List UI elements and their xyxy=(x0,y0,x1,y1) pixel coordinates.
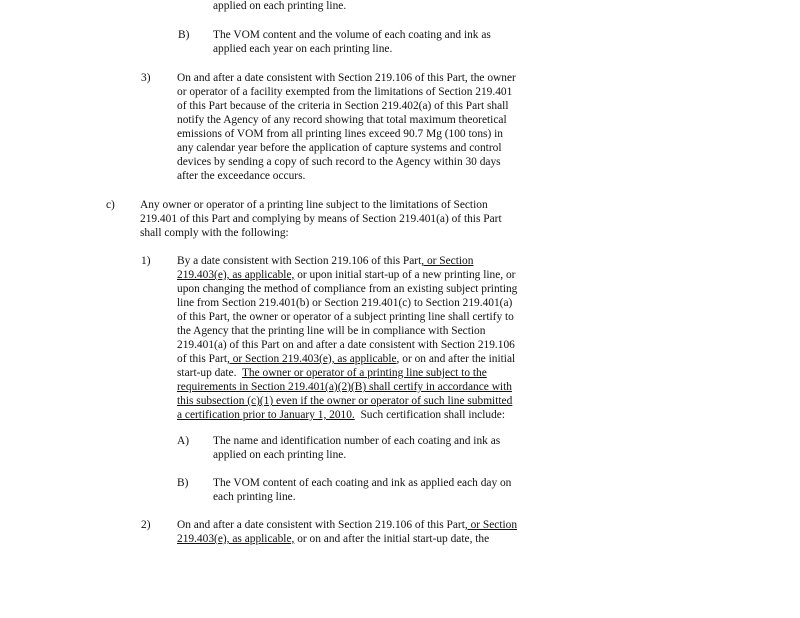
text-line: line from Section 219.401(b) or Section 219.401(c) to Section 219.401(a) xyxy=(177,297,513,309)
text-line: Any owner or operator of a printing line subject to the limitations of Section xyxy=(140,199,488,211)
text-run: or on and after the initial start-up date, the xyxy=(294,533,490,545)
inserted-text: The owner or operator of a printing line subject to the xyxy=(241,367,487,379)
inserted-text: , or Section xyxy=(421,255,474,267)
text-line: of this Part because of the criteria in Section 219.402(a) of this Part shall xyxy=(177,100,509,112)
text-line: On and after a date consistent with Section 219.106 of this Part, the owner xyxy=(177,72,516,84)
text-line: applied on each printing line. xyxy=(213,449,347,461)
item-label: 1) xyxy=(141,255,151,267)
text-line: the Agency that the printing line will be in compliance with Section xyxy=(177,325,486,337)
text-line: applied each year on each printing line. xyxy=(213,43,393,55)
item-label: B) xyxy=(178,29,190,41)
text-run: On and after a date consistent with Section 219.106 of this Part xyxy=(177,519,465,531)
inserted-text: 219.403(e), as applicable, xyxy=(177,269,295,281)
text-line xyxy=(177,408,505,422)
text-line: any calendar year before the application of capture systems and control xyxy=(177,142,502,154)
text-line: upon changing the method of compliance from an existing subject printing xyxy=(177,283,518,295)
text-run: start-up date. xyxy=(177,367,242,379)
inserted-text-line: requirements in Section 219.401(a)(2)(B) shall certify in accordance with xyxy=(177,381,512,393)
text-line: The VOM content of each coating and ink as applied each day on xyxy=(213,477,512,489)
text-run: or upon initial start-up of a new printing line, or xyxy=(294,269,516,281)
text-line xyxy=(177,254,473,268)
text-run: Such certification shall include: xyxy=(354,409,506,421)
item-label: A) xyxy=(177,435,190,447)
inserted-text: , or Section xyxy=(464,519,518,531)
text-line: The name and identification number of each coating and ink as xyxy=(213,435,501,447)
text-line: of this Part, the owner or operator of a subject printing line shall certify to xyxy=(177,311,514,323)
text-line xyxy=(177,366,487,380)
text-line xyxy=(177,532,489,546)
item-label: c) xyxy=(106,199,115,211)
text-run: By a date consistent with Section 219.106 of this Part xyxy=(177,255,422,267)
text-line: shall comply with the following: xyxy=(140,227,289,239)
text-line: or operator of a facility exempted from the limitations of Section 219.401 xyxy=(177,86,513,98)
text-line: each printing line. xyxy=(213,491,296,503)
item-label: 2) xyxy=(141,519,151,531)
continuation-line: applied on each printing line. xyxy=(213,0,347,12)
text-line: notify the Agency of any record showing that total maximum theoretical xyxy=(177,114,507,126)
item-label: B) xyxy=(177,477,189,489)
text-line xyxy=(177,518,517,532)
item-label: 3) xyxy=(141,72,151,84)
text-line: 219.401 of this Part and complying by means of Section 219.401(a) of this Part xyxy=(140,213,502,225)
text-line: emissions of VOM from all printing lines exceed 90.7 Mg (100 tons) in xyxy=(177,128,503,140)
text-run: , or on and after the initial xyxy=(396,353,516,365)
inserted-text-line: this subsection (c)(1) even if the owner or operator of such line submitted xyxy=(177,395,513,407)
text-line: devices by sending a copy of such record to the Agency within 30 days xyxy=(177,156,501,168)
inserted-text: , or Section 219.403(e), as applicable xyxy=(227,353,397,365)
text-line xyxy=(177,352,515,366)
inserted-text: 219.403(e), as applicable, xyxy=(177,533,295,545)
text-line: after the exceedance occurs. xyxy=(177,170,306,182)
text-run: of this Part xyxy=(177,353,227,365)
text-line: The VOM content and the volume of each coating and ink as xyxy=(213,29,491,41)
text-line xyxy=(177,268,515,282)
inserted-text: a certification prior to January 1, 2010. xyxy=(177,409,355,421)
text-line: 219.401(a) of this Part on and after a date consistent with Section 219.106 xyxy=(177,339,515,351)
